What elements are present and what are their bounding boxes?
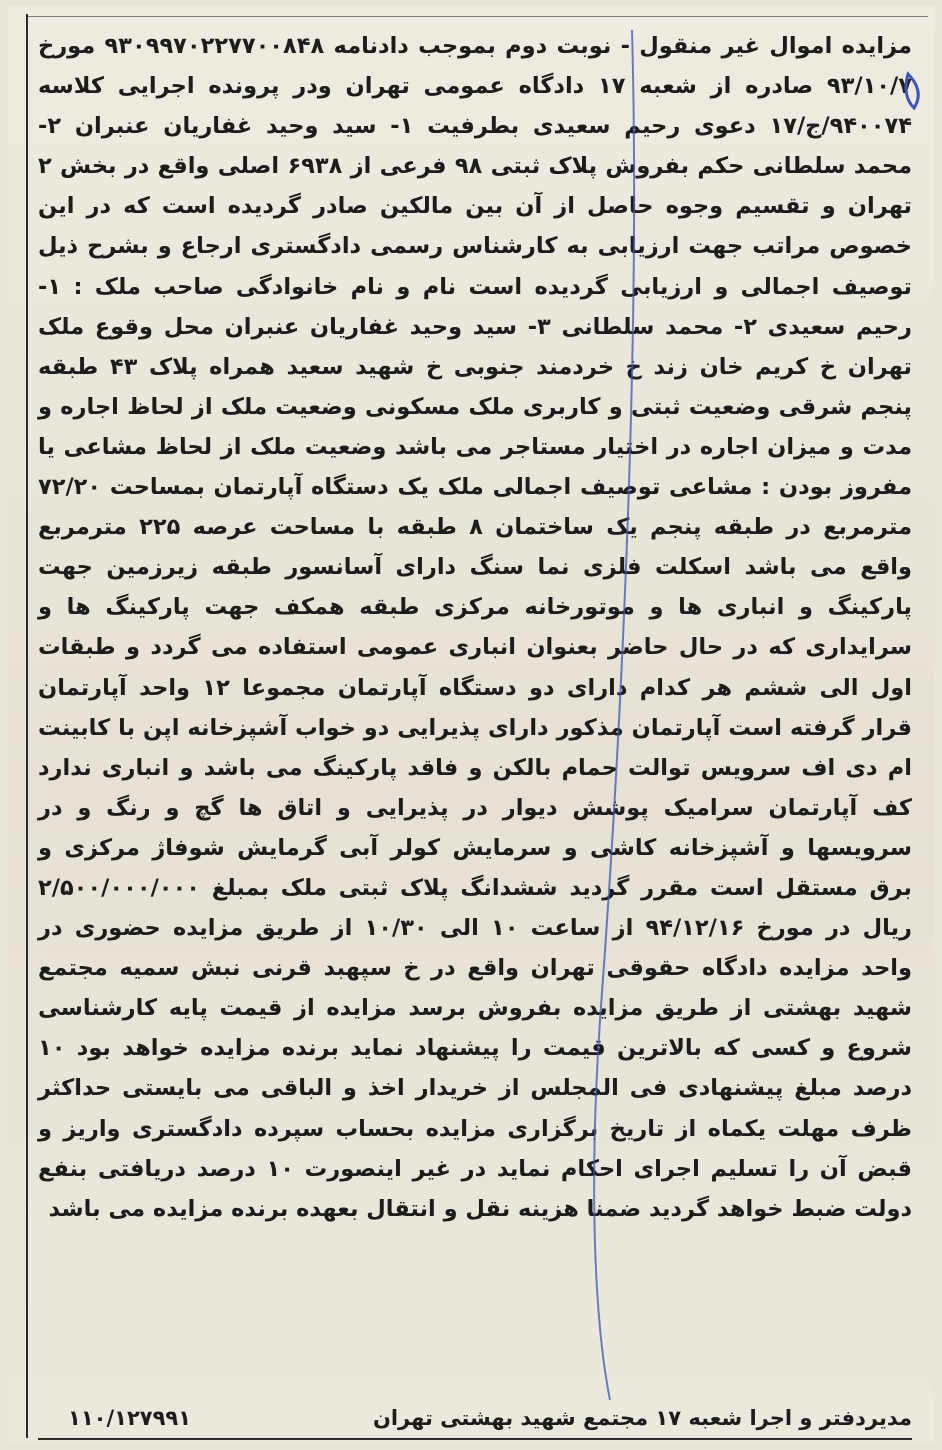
top-rule xyxy=(26,16,928,17)
notice-footer xyxy=(38,1398,912,1440)
reference-number: ۱۱۰/۱۲۷۹۹۱ xyxy=(68,1406,192,1430)
auction-notice-body: مزایده اموال غیر منقول - نوبت دوم بموجب دادنامه ۹۳۰۹۹۷۰۲۲۷۷۰۰۸۴۸ مورخ ۹۳/۱۰/۷ صادره از شعبه ۱۷ دادگاه عمومی تهران ودر پرونده اجرایی کلاسه ۹۴۰۰۷۴/ج/۱۷ دعوی رحیم سعیدی بطرفیت ۱- سید وحید غفاریان عنبران ۲- محمد سلطانی حکم بفروش پلاک ثبتی ۹۸ فرعی از ۶۹۳۸ اصلی واقع در بخش ۲ تهران و تقسیم وجوه حاصل از آن بین مالکین صادر گردیده است که در این خصوص مراتب جهت ارزیابی به کارشناس رسمی دادگستری ارجاع و بشرح ذیل توصیف اجمالی و ارزیابی گردیده است نام و نام خانوادگی صاحب ملک : ۱- رحیم سعیدی ۲- محمد سلطانی ۳- سید وحید غفاریان عنبران محل وقوع ملک تهران خ کریم خان زند خ خردمند جنوبی خ شهید سعید همراه پلاک ۴۳ طبقه پنجم شرقی وضعیت ثبتی و کاربری ملک مسکونی وضعیت ملک از لحاظ اجاره و مدت و میزان اجاره در اختیار مستاجر می باشد وضعیت ملک از لحاظ مشاعی یا مفروز بودن : مشاعی توصیف اجمالی ملک یک دستگاه آپارتمان بمساحت ۷۲/۲۰ مترمربع در طبقه پنجم یک ساختمان ۸ طبقه با مساحت عرصه ۲۲۵ مترمربع واقع می باشد اسکلت فلزی نما سنگ دارای آسانسور طبقه زیرزمین جهت پارکینگ و انباری ها و موتورخانه مرکزی طبقه همکف جهت پارکینگ ها و سرایداری که در حال حاضر بعنوان انباری عمومی استفاده می گردد و طبقات اول الی ششم هر کدام دارای دو دستگاه آپارتمان مجموعا ۱۲ واحد آپارتمان قرار گرفته است آپارتمان مذکور دارای پذیرایی دو خواب آشپزخانه اپن با کابینت ام دی اف سرویس توالت حمام بالکن و فاقد پارکینگ می باشد و انباری ندارد کف آپارتمان سرامیک پوشش دیوار در پذیرایی و اتاق ها گچ و رنگ و در سرویسها و آشپزخانه کاشی و سرمایش کولر آبی گرمایش شوفاژ مرکزی و برق مستقل است مقرر گردید ششدانگ پلاک ثبتی ملک بمبلغ ۲/۵۰۰/۰۰۰/۰۰۰ ریال در مورخ ۹۴/۱۲/۱۶ از ساعت ۱۰ الی ۱۰/۳۰ از طریق مزایده حضوری در واحد مزایده دادگاه حقوقی تهران واقع در خ سپهبد قرنی نبش سمیه مجتمع شهید بهشتی از طریق مزایده بفروش برسد مزایده از قیمت پایه کارشناسی شروع و کسی که بالاترین قیمت را پیشنهاد نماید برنده مزایده خواهد بود ۱۰ درصد مبلغ پیشنهادی فی المجلس از خریدار اخذ و الباقی می بایستی حداکثر ظرف مهلت یکماه از تاریخ برگزاری مزایده بحساب سپرده دادگستری واریز و قبض آن را تسلیم اجرای احکام نماید در غیر اینصورت ۱۰ درصد دریافتی بنفع دولت ضبط خواهد گردید ضمنا هزینه نقل و انتقال بعهده برنده مزایده می باشد xyxy=(38,33,913,1222)
newspaper-clipping xyxy=(8,6,934,1444)
left-rule xyxy=(26,14,28,1438)
issuer-signature: مدیردفتر و اجرا شعبه ۱۷ مجتمع شهید بهشتی تهران xyxy=(372,1406,912,1430)
